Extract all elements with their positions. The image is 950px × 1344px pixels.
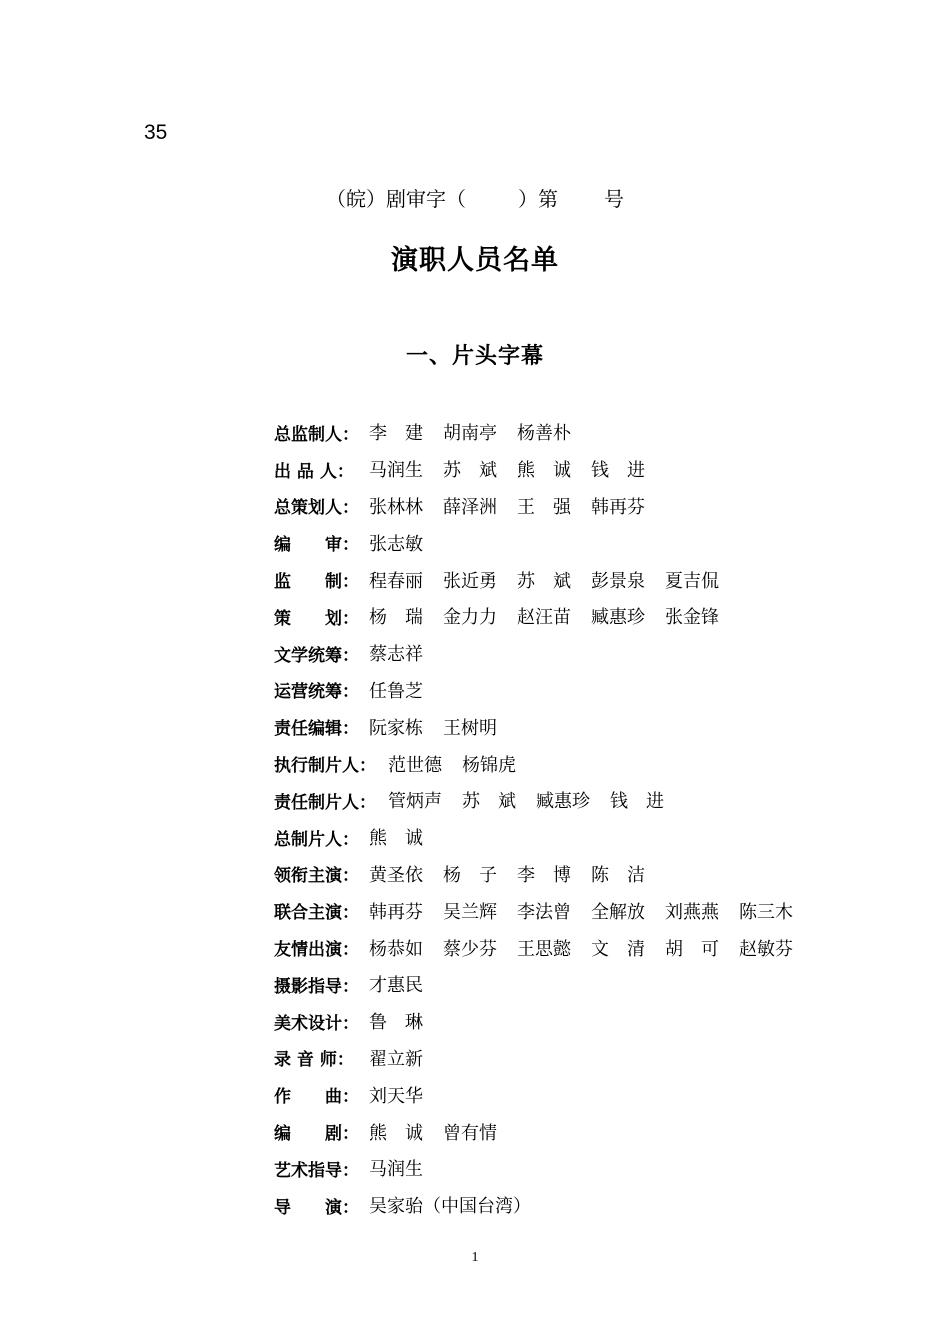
approval-number-line (0, 183, 950, 212)
credit-name: 马润生 (369, 460, 423, 482)
credit-names (369, 935, 813, 961)
credits-list (274, 414, 874, 1224)
credit-name: 夏吉侃 (665, 570, 719, 592)
credit-name: 薛泽洲 (443, 496, 497, 518)
credit-name: 彭景泉 (591, 570, 645, 592)
credit-role: 责任制片人： (274, 792, 376, 813)
credit-names (369, 1192, 551, 1218)
credit-names (369, 714, 517, 740)
credit-role: 编 剧： (274, 1124, 359, 1145)
credit-row (274, 488, 874, 525)
credit-name: 张近勇 (443, 570, 497, 592)
credit-name: 杨 子 (443, 864, 497, 886)
credit-name: 胡 可 (665, 938, 719, 960)
credit-role: 作 曲： (274, 1087, 359, 1108)
credit-role: 出 品 人： (274, 461, 354, 482)
credit-role: 总制片人： (274, 829, 359, 850)
credit-names (369, 493, 665, 519)
credit-names (369, 1155, 443, 1181)
credit-names (369, 1008, 443, 1034)
credit-row (274, 672, 874, 709)
credit-role: 运营统筹： (274, 682, 359, 703)
credit-name: 臧惠珍 (591, 607, 645, 629)
approval-prefix: （皖）剧审字（ (326, 187, 466, 211)
credit-name: 翟立新 (369, 1048, 423, 1070)
credit-role: 责任编辑： (274, 719, 359, 740)
credit-name: 张林林 (369, 496, 423, 518)
credit-name: 王树明 (443, 717, 497, 739)
credit-name: 范世德 (388, 754, 442, 776)
credit-name: 文 清 (591, 938, 645, 960)
credit-name: 黄圣依 (369, 864, 423, 886)
credit-names (369, 456, 665, 482)
credit-name: 钱 进 (591, 460, 645, 482)
approval-suffix: 号 (604, 187, 624, 211)
credit-role: 监 制： (274, 572, 359, 593)
credit-names (388, 787, 684, 813)
credit-role: 总策划人： (274, 498, 359, 519)
credit-name: 陈三木 (739, 901, 793, 923)
credit-names (369, 1045, 443, 1071)
credit-name: 陈 洁 (591, 864, 645, 886)
credit-role: 艺术指导： (274, 1160, 359, 1181)
credit-row (274, 524, 874, 561)
credit-name: 吴兰辉 (443, 901, 497, 923)
credit-name: 王 强 (517, 496, 571, 518)
credit-name: 李 建 (369, 423, 423, 445)
credit-row (274, 1003, 874, 1040)
credit-row (274, 1113, 874, 1150)
credit-role: 执行制片人： (274, 756, 376, 777)
credit-row (274, 856, 874, 893)
credit-name: 李 博 (517, 864, 571, 886)
credit-role: 编 审： (274, 535, 359, 556)
page-number: 1 (471, 1250, 479, 1265)
credit-name: 全解放 (591, 901, 645, 923)
credit-name: 蔡志祥 (369, 644, 423, 666)
credit-role: 摄影指导： (274, 976, 359, 997)
credit-name: 蔡少芬 (443, 938, 497, 960)
credit-name: 臧惠珍 (536, 791, 590, 813)
credit-name: 管炳声 (388, 791, 442, 813)
credit-name: 苏 斌 (517, 570, 571, 592)
credit-names (369, 677, 443, 703)
credit-row (274, 708, 874, 745)
credit-role: 录 音 师： (274, 1050, 354, 1071)
credit-names (369, 898, 813, 924)
credit-names (369, 971, 443, 997)
credit-name: 赵敏芬 (739, 938, 793, 960)
credit-names (369, 1082, 443, 1108)
credit-row (274, 745, 874, 782)
page-title: 演职人员名单 (391, 245, 559, 276)
credit-name: 阮家栋 (369, 717, 423, 739)
credit-role: 总监制人： (274, 424, 359, 445)
section-title: 一、片头字幕 (405, 344, 544, 369)
credit-row (274, 966, 874, 1003)
credit-name: 张志敏 (369, 533, 423, 555)
credit-name: 杨 瑞 (369, 607, 423, 629)
credit-row (274, 892, 874, 929)
credit-row (274, 782, 874, 819)
credit-name: 韩再芬 (591, 496, 645, 518)
credit-name: 任鲁芝 (369, 680, 423, 702)
approval-middle: ）第 (518, 187, 558, 211)
credit-row (274, 1040, 874, 1077)
credit-names (369, 567, 739, 593)
credit-row (274, 1187, 874, 1224)
credit-name: 杨锦虎 (462, 754, 516, 776)
credit-name: 张金锋 (665, 607, 719, 629)
credit-row (274, 451, 874, 488)
credit-name: 熊 诚 (369, 828, 423, 850)
credit-name: 杨恭如 (369, 938, 423, 960)
credit-role: 美术设计： (274, 1013, 359, 1034)
credit-name: 刘燕燕 (665, 901, 719, 923)
page-marker: 35 (144, 121, 168, 144)
credit-name: 苏 斌 (443, 460, 497, 482)
credit-name: 王思懿 (517, 938, 571, 960)
credit-name: 金力力 (443, 607, 497, 629)
credit-names (369, 861, 665, 887)
credit-role: 友情出演： (274, 940, 359, 961)
credit-role: 文学统筹： (274, 645, 359, 666)
credit-row (274, 635, 874, 672)
credit-name: 刘天华 (369, 1085, 423, 1107)
credit-name: 杨善朴 (517, 423, 571, 445)
credit-name: 赵汪苗 (517, 607, 571, 629)
credit-name: 熊 诚 (369, 1122, 423, 1144)
credit-name: 鲁 琳 (369, 1012, 423, 1034)
credit-names (369, 530, 443, 556)
credit-names (388, 751, 536, 777)
credit-row (274, 561, 874, 598)
credit-role: 联合主演： (274, 903, 359, 924)
credit-name: 曾有情 (443, 1122, 497, 1144)
credit-names (369, 824, 443, 850)
credit-name: 马润生 (369, 1159, 423, 1181)
credit-name: 吴家骀（中国台湾） (369, 1196, 531, 1218)
credit-names (369, 419, 591, 445)
credit-row (274, 929, 874, 966)
credit-row (274, 819, 874, 856)
credit-row (274, 1076, 874, 1113)
credit-name: 才惠民 (369, 975, 423, 997)
credit-names (369, 640, 443, 666)
credit-name: 钱 进 (610, 791, 664, 813)
credit-row (274, 598, 874, 635)
credit-names (369, 603, 739, 629)
credit-name: 程春丽 (369, 570, 423, 592)
credit-name: 熊 诚 (517, 460, 571, 482)
credit-role: 导 演： (274, 1197, 359, 1218)
credit-name: 苏 斌 (462, 791, 516, 813)
credit-name: 韩再芬 (369, 901, 423, 923)
credit-role: 策 划： (274, 608, 359, 629)
credit-name: 胡南亭 (443, 423, 497, 445)
credit-role: 领衔主演： (274, 866, 359, 887)
credit-name: 李法曾 (517, 901, 571, 923)
credit-row (274, 1150, 874, 1187)
credit-row (274, 414, 874, 451)
credit-names (369, 1119, 517, 1145)
